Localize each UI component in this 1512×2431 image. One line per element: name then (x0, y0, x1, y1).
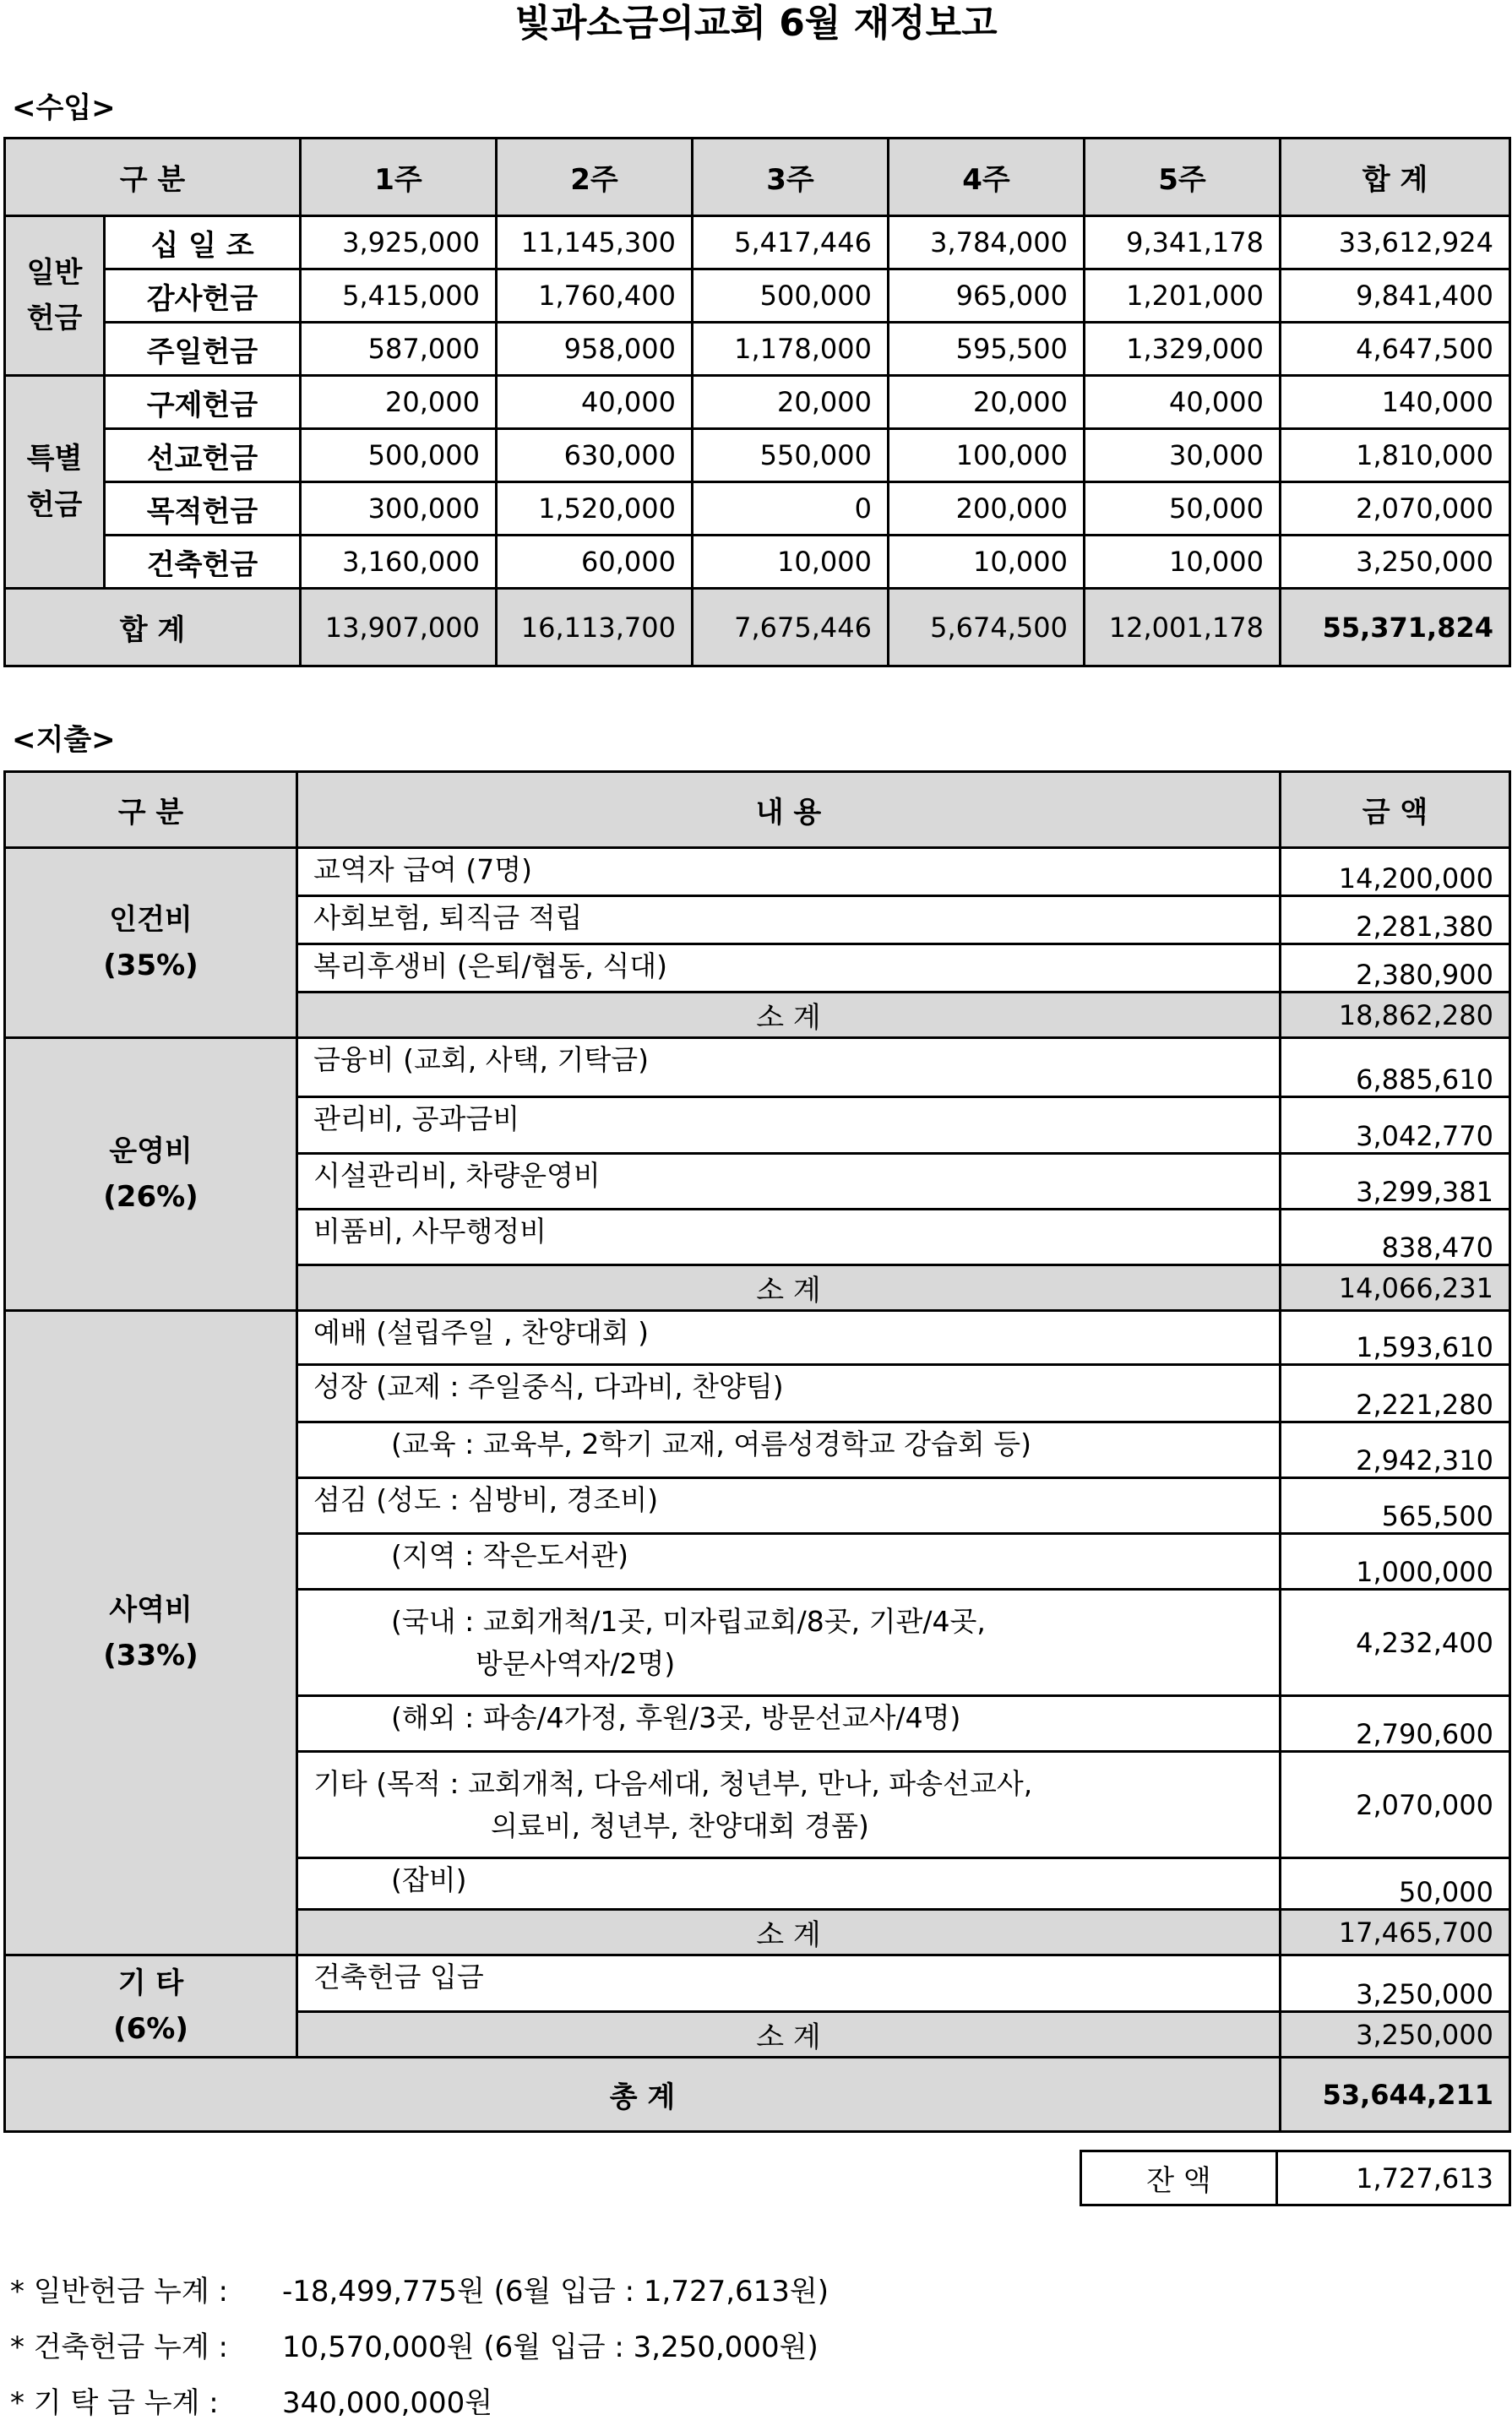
expense-total-row (5, 2058, 1510, 2132)
expense-row (5, 848, 1510, 896)
expense-item-line: 성장 (교제 : 주일중식, 다과비, 찬양팀) (313, 1370, 784, 1403)
income-value: 20,000 (693, 376, 889, 429)
expense-item-text (297, 1858, 1281, 1910)
income-value: 5,415,000 (301, 269, 497, 323)
expense-item-line: (잡비) (391, 1863, 467, 1896)
expense-item-amount: 2,070,000 (1281, 1752, 1510, 1858)
expense-subtotal-label: 소 계 (297, 1910, 1281, 1955)
balance-amount: 1,727,613 (1277, 2151, 1510, 2205)
income-value: 40,000 (1085, 376, 1281, 429)
income-value: 1,329,000 (1085, 323, 1281, 376)
header-cell: 5주 (1085, 139, 1281, 216)
expense-category: 사역비 (33%) (5, 1311, 297, 1955)
expense-item-amount: 50,000 (1281, 1858, 1510, 1910)
income-value: 630,000 (497, 429, 693, 482)
income-value: 9,341,178 (1085, 216, 1281, 269)
header-cell: 4주 (889, 139, 1085, 216)
expense-category: 기 타 (6%) (5, 1955, 297, 2058)
expense-item-text (297, 1365, 1281, 1422)
income-value: 1,201,000 (1085, 269, 1281, 323)
income-total-value: 7,675,446 (693, 589, 889, 666)
note-value: 10,570,000원 (6월 입금 : 3,250,000원) (282, 2330, 819, 2364)
expense-subtotal-label: 소 계 (297, 1265, 1281, 1311)
note-prefix: * 건축헌금 누계 : (10, 2330, 228, 2364)
expense-item-amount: 2,281,380 (1281, 896, 1510, 944)
income-value: 10,000 (693, 536, 889, 589)
income-category: 특별 헌금 (5, 376, 105, 589)
income-row (5, 429, 1510, 482)
header-cell: 3주 (693, 139, 889, 216)
balance-table (1080, 2150, 1511, 2206)
expense-item-line: 교역자 급여 (7명) (313, 853, 532, 886)
expense-item-text (297, 1478, 1281, 1534)
expense-item-line: (해외 : 파송/4가정, 후원/3곳, 방문선교사/4명) (391, 1701, 961, 1734)
expense-item-line: 사회보험, 퇴직금 적립 (313, 901, 583, 934)
expense-item-amount: 14,200,000 (1281, 848, 1510, 896)
income-row (5, 216, 1510, 269)
expense-item-text (297, 944, 1281, 993)
note-value: -18,499,775원 (6월 입금 : 1,727,613원) (282, 2275, 829, 2309)
note-value: 340,000,000원 (282, 2386, 493, 2420)
header-cell: 금 액 (1281, 772, 1510, 848)
income-value: 9,841,400 (1281, 269, 1510, 323)
income-value: 50,000 (1085, 482, 1281, 536)
note-deposit (10, 2375, 829, 2431)
balance-label: 잔 액 (1081, 2151, 1277, 2205)
expense-item-line: 의료비, 청년부, 찬양대회 경품) (491, 1808, 869, 1842)
income-value: 10,000 (889, 536, 1085, 589)
expense-item-line: (교육 : 교육부, 2학기 교재, 여름성경학교 강습회 등) (391, 1428, 1031, 1460)
income-section-label: <수입> (12, 91, 116, 125)
header-cell: 구 분 (5, 139, 301, 216)
note-prefix: * 일반헌금 누계 : (10, 2275, 228, 2309)
income-item-label: 주일헌금 (105, 323, 301, 376)
income-value: 20,000 (889, 376, 1085, 429)
expense-subtotal-amount: 17,465,700 (1281, 1910, 1510, 1955)
income-row (5, 482, 1510, 536)
income-row (5, 536, 1510, 589)
expense-item-line: 비품비, 사무행정비 (313, 1215, 547, 1248)
expense-item-line: 시설관리비, 차량운영비 (313, 1159, 601, 1192)
income-value: 1,178,000 (693, 323, 889, 376)
header-cell: 구 분 (5, 772, 297, 848)
expense-row (5, 1311, 1510, 1365)
expense-item-text (297, 1590, 1281, 1696)
expense-category: 운영비 (26%) (5, 1038, 297, 1311)
income-total-value: 5,674,500 (889, 589, 1085, 666)
income-value: 40,000 (497, 376, 693, 429)
income-value: 5,417,446 (693, 216, 889, 269)
expense-item-amount: 565,500 (1281, 1478, 1510, 1534)
expense-table (3, 770, 1511, 2133)
expense-item-text (297, 1210, 1281, 1265)
expense-item-line: 관리비, 공과금비 (313, 1102, 520, 1135)
expense-item-line: 예배 (설립주일 , 찬양대회 ) (313, 1316, 649, 1349)
expense-item-amount: 2,942,310 (1281, 1422, 1510, 1478)
income-value: 11,145,300 (497, 216, 693, 269)
expense-subtotal-amount: 18,862,280 (1281, 993, 1510, 1038)
expense-total-amount: 53,644,211 (1281, 2058, 1510, 2132)
expense-item-amount: 1,000,000 (1281, 1534, 1510, 1590)
income-value: 550,000 (693, 429, 889, 482)
note-prefix: * 기 탁 금 누계 : (10, 2386, 219, 2420)
header-cell: 1주 (301, 139, 497, 216)
income-header-row (5, 139, 1510, 216)
expense-section-label: <지출> (12, 723, 116, 757)
expense-item-amount: 6,885,610 (1281, 1038, 1510, 1097)
expense-item-text (297, 1038, 1281, 1097)
summary-notes (10, 2264, 829, 2431)
expense-item-line: 섬김 (성도 : 심방비, 경조비) (313, 1483, 659, 1516)
expense-header-row (5, 772, 1510, 848)
expense-item-text (297, 1955, 1281, 2012)
income-total-value: 13,907,000 (301, 589, 497, 666)
income-value: 33,612,924 (1281, 216, 1510, 269)
header-cell: 내 용 (297, 772, 1281, 848)
income-value: 2,070,000 (1281, 482, 1510, 536)
expense-item-amount: 2,221,280 (1281, 1365, 1510, 1422)
expense-item-amount: 3,250,000 (1281, 1955, 1510, 2012)
note-building-offering (10, 2320, 829, 2375)
income-value: 3,784,000 (889, 216, 1085, 269)
expense-subtotal-amount: 3,250,000 (1281, 2012, 1510, 2058)
expense-item-text (297, 1752, 1281, 1858)
income-value: 20,000 (301, 376, 497, 429)
expense-item-text (297, 896, 1281, 944)
expense-subtotal-amount: 14,066,231 (1281, 1265, 1510, 1311)
header-cell: 합 계 (1281, 139, 1510, 216)
income-item-label: 구제헌금 (105, 376, 301, 429)
income-value: 587,000 (301, 323, 497, 376)
income-item-label: 선교헌금 (105, 429, 301, 482)
income-value: 140,000 (1281, 376, 1510, 429)
expense-item-amount: 3,042,770 (1281, 1097, 1510, 1154)
income-value: 4,647,500 (1281, 323, 1510, 376)
expense-item-amount: 838,470 (1281, 1210, 1510, 1265)
expense-item-amount: 2,790,600 (1281, 1696, 1510, 1752)
income-item-label: 십 일 조 (105, 216, 301, 269)
income-value: 1,760,400 (497, 269, 693, 323)
income-total-value: 12,001,178 (1085, 589, 1281, 666)
expense-item-line: 금융비 (교회, 사택, 기탁금) (313, 1043, 649, 1076)
income-value: 500,000 (693, 269, 889, 323)
income-row (5, 376, 1510, 429)
income-value: 30,000 (1085, 429, 1281, 482)
expense-item-amount: 1,593,610 (1281, 1311, 1510, 1365)
income-value: 60,000 (497, 536, 693, 589)
expense-item-line: 방문사역자/2명) (476, 1646, 676, 1680)
income-value: 1,520,000 (497, 482, 693, 536)
expense-item-text (297, 848, 1281, 896)
income-value: 3,250,000 (1281, 536, 1510, 589)
income-value: 1,810,000 (1281, 429, 1510, 482)
income-total-row (5, 589, 1510, 666)
income-value: 3,925,000 (301, 216, 497, 269)
income-value: 965,000 (889, 269, 1085, 323)
expense-item-text (297, 1696, 1281, 1752)
note-general-offering (10, 2264, 829, 2320)
income-category: 일반 헌금 (5, 216, 105, 376)
expense-item-line: (국내 : 교회개척/1곳, 미자립교회/8곳, 기관/4곳, (391, 1605, 986, 1638)
expense-subtotal-label: 소 계 (297, 993, 1281, 1038)
expense-item-text (297, 1422, 1281, 1478)
expense-item-line: 건축헌금 입금 (313, 1961, 484, 1993)
income-item-label: 건축헌금 (105, 536, 301, 589)
income-value: 958,000 (497, 323, 693, 376)
expense-category: 인건비 (35%) (5, 848, 297, 1038)
income-value: 100,000 (889, 429, 1085, 482)
income-table (3, 137, 1511, 667)
income-item-label: 목적헌금 (105, 482, 301, 536)
income-value: 0 (693, 482, 889, 536)
income-value: 595,500 (889, 323, 1085, 376)
expense-item-amount: 2,380,900 (1281, 944, 1510, 993)
income-value: 10,000 (1085, 536, 1281, 589)
income-row (5, 269, 1510, 323)
expense-item-amount: 3,299,381 (1281, 1154, 1510, 1210)
header-cell: 2주 (497, 139, 693, 216)
income-value: 200,000 (889, 482, 1085, 536)
income-total-value: 55,371,824 (1281, 589, 1510, 666)
expense-item-line: 복리후생비 (은퇴/협동, 식대) (313, 949, 667, 982)
expense-total-label: 총 계 (5, 2058, 1281, 2132)
expense-item-line: 기타 (목적 : 교회개척, 다음세대, 청년부, 만나, 파송선교사, (313, 1767, 1033, 1800)
expense-item-line: (지역 : 작은도서관) (391, 1539, 628, 1572)
expense-item-text (297, 1311, 1281, 1365)
expense-item-text (297, 1534, 1281, 1590)
income-total-value: 16,113,700 (497, 589, 693, 666)
income-item-label: 감사헌금 (105, 269, 301, 323)
expense-row (5, 1955, 1510, 2012)
income-value: 500,000 (301, 429, 497, 482)
income-value: 300,000 (301, 482, 497, 536)
expense-item-text (297, 1154, 1281, 1210)
expense-item-text (297, 1097, 1281, 1154)
page-title: 빛과소금의교회 6월 재정보고 (514, 2, 998, 45)
income-row (5, 323, 1510, 376)
income-total-label: 합 계 (5, 589, 301, 666)
income-value: 3,160,000 (301, 536, 497, 589)
expense-row (5, 1038, 1510, 1097)
expense-subtotal-label: 소 계 (297, 2012, 1281, 2058)
expense-item-amount: 4,232,400 (1281, 1590, 1510, 1696)
